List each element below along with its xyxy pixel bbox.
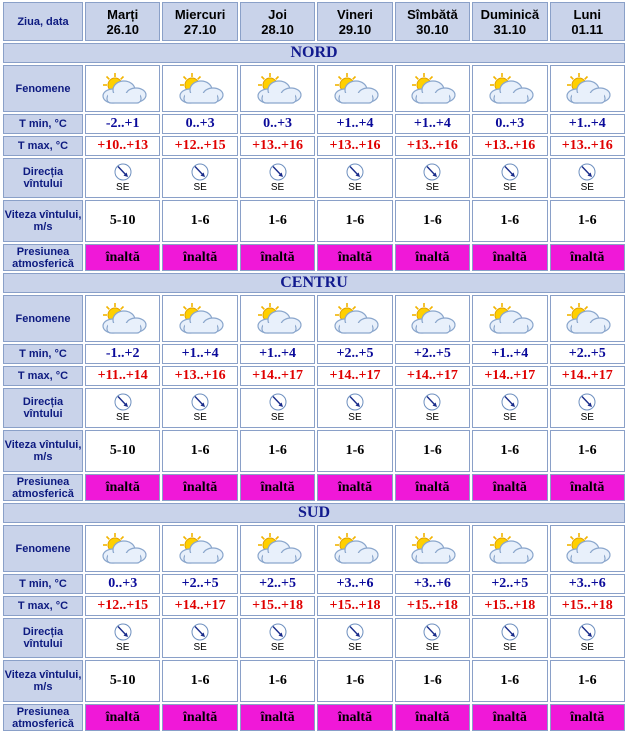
tmax-value: +15..+18 xyxy=(550,596,625,616)
wind-speed-value: 1-6 xyxy=(395,660,470,702)
tmin-value: +3..+6 xyxy=(550,574,625,594)
region-row xyxy=(3,273,625,293)
day-header xyxy=(162,2,237,41)
tmin-value: 0..+3 xyxy=(472,114,547,134)
wind-direction-arrow-icon xyxy=(501,393,519,411)
wind-direction-arrow-icon xyxy=(114,163,132,181)
day-name: Vineri xyxy=(337,6,373,22)
phenomena-cell xyxy=(162,295,237,342)
tmax-value: +15..+18 xyxy=(395,596,470,616)
wind-direction-label: Direcția vîntului xyxy=(3,158,83,198)
wind-speed-label: Viteza vîntului, m/s xyxy=(3,430,83,472)
phenomena-label: Fenomene xyxy=(3,65,83,112)
day-date: 01.11 xyxy=(571,21,604,37)
wind-direction-cell xyxy=(162,158,237,198)
wind-speed-value: 1-6 xyxy=(317,660,392,702)
pressure-value: înaltă xyxy=(317,474,392,501)
sun-behind-cloud-icon xyxy=(561,302,613,336)
wind-direction-wrap xyxy=(241,163,314,193)
day-date-header: Ziua, data xyxy=(3,2,83,41)
phenomena-label: Fenomene xyxy=(3,295,83,342)
phenomena-row xyxy=(3,525,625,572)
phenomena-cell xyxy=(85,65,160,112)
wind-direction-arrow-icon xyxy=(269,623,287,641)
pressure-value: înaltă xyxy=(472,244,547,271)
pressure-value: înaltă xyxy=(317,244,392,271)
wind-direction-cell xyxy=(162,388,237,428)
pressure-value: înaltă xyxy=(162,244,237,271)
tmin-value: +2..+5 xyxy=(240,574,315,594)
tmax-value: +14..+17 xyxy=(317,366,392,386)
wind-speed-value: 1-6 xyxy=(162,200,237,242)
wind-direction-text: SE xyxy=(580,182,594,193)
tmin-value: +1..+4 xyxy=(240,344,315,364)
wind-direction-wrap xyxy=(318,393,391,423)
wind-direction-text: SE xyxy=(503,412,517,423)
tmax-value: +13..+16 xyxy=(472,136,547,156)
day-name: Duminică xyxy=(480,6,540,22)
header-row xyxy=(3,2,625,41)
wind-speed-value: 1-6 xyxy=(472,660,547,702)
pressure-value: înaltă xyxy=(395,474,470,501)
wind-direction-text: SE xyxy=(193,642,207,653)
region-title: NORD xyxy=(3,43,625,63)
phenomena-cell xyxy=(395,295,470,342)
wind-direction-arrow-icon xyxy=(423,623,441,641)
wind-direction-wrap xyxy=(86,163,159,193)
wind-speed-value: 1-6 xyxy=(472,200,547,242)
wind-direction-wrap xyxy=(473,163,546,193)
wind-direction-wrap xyxy=(163,623,236,653)
pressure-value: înaltă xyxy=(395,244,470,271)
wind-direction-text: SE xyxy=(116,412,130,423)
wind-direction-arrow-icon xyxy=(578,623,596,641)
sun-behind-cloud-icon xyxy=(174,532,226,566)
wind-direction-arrow-icon xyxy=(114,623,132,641)
wind-direction-text: SE xyxy=(270,182,285,193)
tmin-value: +2..+5 xyxy=(472,574,547,594)
phenomena-cell xyxy=(550,295,625,342)
tmin-value: +1..+4 xyxy=(472,344,547,364)
wind-direction-row xyxy=(3,388,625,428)
pressure-value: înaltă xyxy=(85,474,160,501)
tmax-label: T max, °C xyxy=(3,596,83,616)
day-name: Marți xyxy=(107,6,139,22)
wind-speed-row xyxy=(3,430,625,472)
wind-direction-text: SE xyxy=(193,412,207,423)
phenomena-row xyxy=(3,65,625,112)
tmax-row xyxy=(3,136,625,156)
day-name: Sîmbătă xyxy=(407,6,458,22)
wind-direction-wrap xyxy=(396,163,469,193)
wind-speed-value: 1-6 xyxy=(162,660,237,702)
tmax-value: +14..+17 xyxy=(550,366,625,386)
sun-behind-cloud-icon xyxy=(97,302,149,336)
wind-direction-wrap xyxy=(163,163,236,193)
wind-direction-cell xyxy=(550,158,625,198)
wind-direction-text: SE xyxy=(425,412,440,423)
wind-direction-arrow-icon xyxy=(501,163,519,181)
region-title: CENTRU xyxy=(3,273,625,293)
region-title: SUD xyxy=(3,503,625,523)
sun-behind-cloud-icon xyxy=(484,532,536,566)
pressure-value: înaltă xyxy=(85,244,160,271)
phenomena-cell xyxy=(472,525,547,572)
phenomena-cell xyxy=(317,525,392,572)
tmin-value: +2..+5 xyxy=(550,344,625,364)
pressure-value: înaltă xyxy=(162,474,237,501)
tmax-value: +12..+15 xyxy=(85,596,160,616)
day-header xyxy=(85,2,160,41)
wind-direction-wrap xyxy=(86,623,159,653)
sun-behind-cloud-icon xyxy=(174,302,226,336)
phenomena-cell xyxy=(240,295,315,342)
tmin-value: +3..+6 xyxy=(395,574,470,594)
phenomena-cell xyxy=(395,525,470,572)
wind-direction-arrow-icon xyxy=(423,163,441,181)
wind-direction-cell xyxy=(395,388,470,428)
tmin-value: +1..+4 xyxy=(395,114,470,134)
pressure-value: înaltă xyxy=(240,474,315,501)
pressure-row xyxy=(3,474,625,501)
wind-direction-wrap xyxy=(473,393,546,423)
wind-speed-value: 1-6 xyxy=(472,430,547,472)
tmax-value: +13..+16 xyxy=(162,366,237,386)
sun-behind-cloud-icon xyxy=(406,532,458,566)
wind-direction-cell xyxy=(240,618,315,658)
wind-speed-value: 1-6 xyxy=(240,430,315,472)
wind-direction-label: Direcția vîntului xyxy=(3,618,83,658)
pressure-value: înaltă xyxy=(550,704,625,731)
region-row xyxy=(3,503,625,523)
wind-direction-wrap xyxy=(241,623,314,653)
tmax-value: +13..+16 xyxy=(395,136,470,156)
tmax-value: +15..+18 xyxy=(472,596,547,616)
wind-direction-text: SE xyxy=(193,182,207,193)
tmin-value: 0..+3 xyxy=(162,114,237,134)
wind-direction-cell xyxy=(317,618,392,658)
tmax-label: T max, °C xyxy=(3,136,83,156)
phenomena-row xyxy=(3,295,625,342)
tmax-value: +14..+17 xyxy=(240,366,315,386)
pressure-label: Presiunea atmosferică xyxy=(3,704,83,731)
wind-speed-label: Viteza vîntului, m/s xyxy=(3,200,83,242)
wind-direction-wrap xyxy=(551,163,624,193)
wind-direction-cell xyxy=(395,158,470,198)
day-name: Miercuri xyxy=(174,6,226,22)
phenomena-cell xyxy=(317,295,392,342)
wind-direction-arrow-icon xyxy=(578,393,596,411)
day-header xyxy=(317,2,392,41)
wind-direction-wrap xyxy=(473,623,546,653)
tmax-row xyxy=(3,366,625,386)
wind-direction-text: SE xyxy=(348,642,362,653)
tmax-value: +15..+18 xyxy=(317,596,392,616)
region-row xyxy=(3,43,625,63)
pressure-value: înaltă xyxy=(550,244,625,271)
tmin-label: T min, °C xyxy=(3,574,83,594)
wind-speed-value: 1-6 xyxy=(550,200,625,242)
wind-direction-wrap xyxy=(396,623,469,653)
wind-direction-arrow-icon xyxy=(346,393,364,411)
wind-direction-wrap xyxy=(551,393,624,423)
phenomena-cell xyxy=(85,295,160,342)
wind-direction-arrow-icon xyxy=(269,393,287,411)
tmax-value: +15..+18 xyxy=(240,596,315,616)
tmin-value: +2..+5 xyxy=(395,344,470,364)
tmin-label: T min, °C xyxy=(3,114,83,134)
wind-speed-value: 1-6 xyxy=(550,660,625,702)
wind-speed-value: 1-6 xyxy=(240,200,315,242)
wind-direction-cell xyxy=(85,158,160,198)
wind-speed-value: 5-10 xyxy=(85,200,160,242)
wind-direction-arrow-icon xyxy=(191,623,209,641)
day-header xyxy=(395,2,470,41)
tmax-value: +14..+17 xyxy=(395,366,470,386)
tmin-value: 0..+3 xyxy=(240,114,315,134)
wind-direction-arrow-icon xyxy=(423,393,441,411)
wind-direction-arrow-icon xyxy=(346,163,364,181)
wind-direction-text: SE xyxy=(116,182,130,193)
phenomena-cell xyxy=(472,65,547,112)
phenomena-cell xyxy=(317,65,392,112)
day-header xyxy=(240,2,315,41)
sun-behind-cloud-icon xyxy=(561,532,613,566)
pressure-row xyxy=(3,244,625,271)
wind-direction-text: SE xyxy=(425,182,440,193)
wind-speed-row xyxy=(3,200,625,242)
wind-direction-wrap xyxy=(86,393,159,423)
pressure-value: înaltă xyxy=(550,474,625,501)
wind-direction-text: SE xyxy=(348,182,362,193)
tmax-value: +11..+14 xyxy=(85,366,160,386)
wind-direction-arrow-icon xyxy=(191,163,209,181)
sun-behind-cloud-icon xyxy=(252,72,304,106)
sun-behind-cloud-icon xyxy=(97,532,149,566)
wind-direction-cell xyxy=(472,388,547,428)
pressure-value: înaltă xyxy=(240,704,315,731)
wind-direction-text: SE xyxy=(580,412,594,423)
day-header xyxy=(472,2,547,41)
phenomena-cell xyxy=(550,525,625,572)
pressure-value: înaltă xyxy=(317,704,392,731)
day-date: 30.10 xyxy=(416,21,449,37)
day-date: 26.10 xyxy=(106,21,139,37)
wind-direction-row xyxy=(3,618,625,658)
tmin-value: +2..+5 xyxy=(317,344,392,364)
wind-direction-cell xyxy=(240,388,315,428)
tmax-value: +14..+17 xyxy=(472,366,547,386)
phenomena-cell xyxy=(85,525,160,572)
phenomena-cell xyxy=(162,65,237,112)
pressure-value: înaltă xyxy=(395,704,470,731)
tmin-value: -2..+1 xyxy=(85,114,160,134)
wind-speed-value: 1-6 xyxy=(550,430,625,472)
sun-behind-cloud-icon xyxy=(97,72,149,106)
phenomena-label: Fenomene xyxy=(3,525,83,572)
wind-direction-cell xyxy=(550,388,625,428)
sun-behind-cloud-icon xyxy=(484,302,536,336)
wind-direction-arrow-icon xyxy=(114,393,132,411)
wind-speed-value: 1-6 xyxy=(395,200,470,242)
wind-speed-value: 1-6 xyxy=(240,660,315,702)
wind-direction-cell xyxy=(317,388,392,428)
wind-direction-arrow-icon xyxy=(269,163,287,181)
sun-behind-cloud-icon xyxy=(329,72,381,106)
wind-direction-arrow-icon xyxy=(191,393,209,411)
wind-speed-value: 1-6 xyxy=(395,430,470,472)
pressure-value: înaltă xyxy=(472,704,547,731)
tmin-value: +2..+5 xyxy=(162,574,237,594)
wind-direction-cell xyxy=(395,618,470,658)
wind-direction-cell xyxy=(317,158,392,198)
wind-direction-wrap xyxy=(551,623,624,653)
tmax-value: +10..+13 xyxy=(85,136,160,156)
phenomena-cell xyxy=(472,295,547,342)
wind-direction-cell xyxy=(85,388,160,428)
tmin-value: +1..+4 xyxy=(162,344,237,364)
day-date: 31.10 xyxy=(493,21,527,37)
sun-behind-cloud-icon xyxy=(329,302,381,336)
wind-speed-value: 1-6 xyxy=(317,200,392,242)
pressure-label: Presiunea atmosferică xyxy=(3,474,83,501)
wind-direction-wrap xyxy=(396,393,469,423)
tmax-label: T max, °C xyxy=(3,366,83,386)
sun-behind-cloud-icon xyxy=(484,72,536,106)
phenomena-cell xyxy=(162,525,237,572)
tmin-value: -1..+2 xyxy=(85,344,160,364)
day-date: 28.10 xyxy=(261,21,294,37)
wind-direction-text: SE xyxy=(270,642,285,653)
day-header xyxy=(550,2,625,41)
day-name: Joi xyxy=(268,6,287,22)
sun-behind-cloud-icon xyxy=(406,72,458,106)
tmin-row xyxy=(3,574,625,594)
tmin-value: +3..+6 xyxy=(317,574,392,594)
tmin-row xyxy=(3,114,625,134)
day-date: 29.10 xyxy=(338,21,372,37)
wind-direction-cell xyxy=(240,158,315,198)
wind-direction-arrow-icon xyxy=(578,163,596,181)
tmax-value: +13..+16 xyxy=(550,136,625,156)
pressure-value: înaltă xyxy=(472,474,547,501)
phenomena-cell xyxy=(240,65,315,112)
wind-direction-text: SE xyxy=(580,642,594,653)
wind-direction-text: SE xyxy=(503,642,517,653)
tmin-label: T min, °C xyxy=(3,344,83,364)
wind-direction-row xyxy=(3,158,625,198)
day-name: Luni xyxy=(573,6,601,22)
wind-speed-label: Viteza vîntului, m/s xyxy=(3,660,83,702)
pressure-value: înaltă xyxy=(162,704,237,731)
wind-direction-text: SE xyxy=(503,182,517,193)
tmin-row xyxy=(3,344,625,364)
wind-direction-wrap xyxy=(241,393,314,423)
wind-direction-cell xyxy=(85,618,160,658)
wind-speed-value: 1-6 xyxy=(317,430,392,472)
sun-behind-cloud-icon xyxy=(174,72,226,106)
tmin-value: 0..+3 xyxy=(85,574,160,594)
phenomena-cell xyxy=(240,525,315,572)
sun-behind-cloud-icon xyxy=(406,302,458,336)
forecast-table xyxy=(1,0,627,733)
wind-direction-cell xyxy=(550,618,625,658)
wind-direction-arrow-icon xyxy=(346,623,364,641)
wind-direction-label: Direcția vîntului xyxy=(3,388,83,428)
sun-behind-cloud-icon xyxy=(252,532,304,566)
wind-direction-arrow-icon xyxy=(501,623,519,641)
pressure-label: Presiunea atmosferică xyxy=(3,244,83,271)
pressure-value: înaltă xyxy=(240,244,315,271)
phenomena-cell xyxy=(395,65,470,112)
tmax-value: +12..+15 xyxy=(162,136,237,156)
tmax-value: +14..+17 xyxy=(162,596,237,616)
phenomena-cell xyxy=(550,65,625,112)
wind-direction-wrap xyxy=(163,393,236,423)
wind-speed-value: 5-10 xyxy=(85,660,160,702)
pressure-value: înaltă xyxy=(85,704,160,731)
wind-direction-text: SE xyxy=(116,642,130,653)
wind-speed-value: 1-6 xyxy=(162,430,237,472)
sun-behind-cloud-icon xyxy=(252,302,304,336)
tmin-value: +1..+4 xyxy=(550,114,625,134)
day-date: 27.10 xyxy=(183,21,217,37)
wind-direction-wrap xyxy=(318,163,391,193)
wind-direction-text: SE xyxy=(425,642,440,653)
wind-speed-row xyxy=(3,660,625,702)
sun-behind-cloud-icon xyxy=(329,532,381,566)
wind-direction-cell xyxy=(472,618,547,658)
tmax-row xyxy=(3,596,625,616)
tmax-value: +13..+16 xyxy=(317,136,392,156)
sun-behind-cloud-icon xyxy=(561,72,613,106)
tmin-value: +1..+4 xyxy=(317,114,392,134)
tmax-value: +13..+16 xyxy=(240,136,315,156)
wind-direction-cell xyxy=(472,158,547,198)
pressure-row xyxy=(3,704,625,731)
wind-direction-text: SE xyxy=(270,412,285,423)
wind-direction-cell xyxy=(162,618,237,658)
wind-speed-value: 5-10 xyxy=(85,430,160,472)
wind-direction-text: SE xyxy=(348,412,362,423)
wind-direction-wrap xyxy=(318,623,391,653)
